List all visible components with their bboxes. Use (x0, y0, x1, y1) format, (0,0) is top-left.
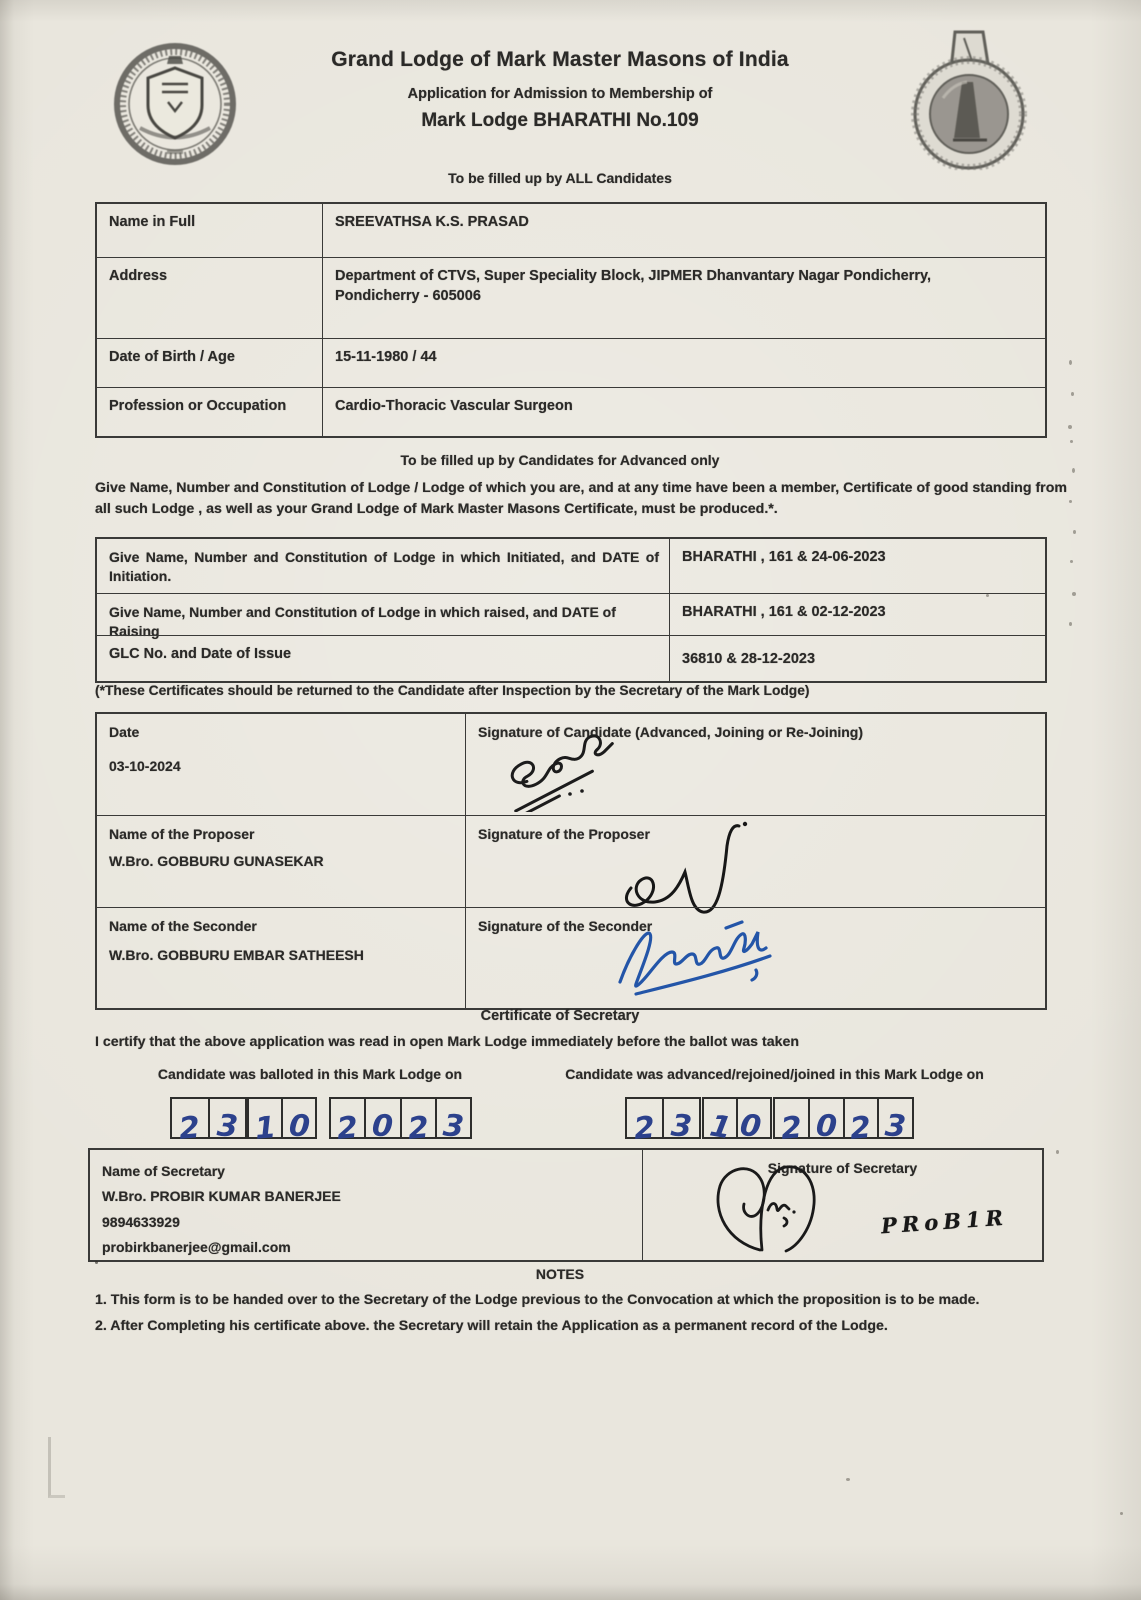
note-1: 1. This form is to be handed over to the Secretary of the Lodge previous to the Convocation at which the proposition is to be made. (95, 1292, 980, 1308)
secretary-phone: 9894633929 (102, 1214, 180, 1230)
handwritten-digit: 3 (669, 1108, 694, 1145)
date-box (208, 1099, 246, 1145)
handwritten-digit: 2 (779, 1110, 804, 1147)
scan-speck (1069, 500, 1072, 503)
seconder-signature-ink (606, 894, 801, 1004)
field-value-raised: BHARATHI , 161 & 02-12-2023 (669, 593, 1045, 635)
field-value-dob: 15-11-1980 / 44 (322, 338, 1045, 387)
advanced-details-table (95, 537, 1047, 683)
proposer-label: Name of the Proposer (109, 826, 255, 842)
scan-speck (846, 1478, 850, 1481)
seconder-label: Name of the Seconder (109, 918, 257, 934)
advanced-year-boxes (773, 1097, 914, 1147)
field-value-address: Department of CTVS, Super Speciality Block, JIPMER Dhanvantary Nagar Pondicherry, Pondicherry - 605006 (322, 257, 1045, 338)
seconder-cell (97, 907, 465, 1008)
handwritten-digit: 3 (215, 1108, 239, 1145)
candidate-signature-label: Signature of Candidate (Advanced, Joining or Re-Joining) (478, 724, 864, 740)
scan-speck (1056, 1150, 1059, 1154)
handwritten-digit: 0 (814, 1108, 838, 1145)
candidate-details-table (95, 202, 1047, 438)
balloted-date-label: Candidate was balloted in this Mark Lodge on (157, 1066, 463, 1082)
advanced-intro-paragraph: Give Name, Number and Constitution of Lodge / Lodge of which you are, and at any time have been a member, Certificate of good standing from all such Lodge , as well as your Grand Lodge of Mark Master Masons Certificate, must be produced.*. (95, 480, 1067, 518)
certify-line: I certify that the above application was read in open Mark Lodge immediately before the ballot was taken (95, 1034, 800, 1050)
handwritten-digit: 0 (371, 1108, 395, 1145)
date-box (364, 1099, 399, 1145)
date-value: 03-10-2024 (109, 758, 181, 774)
date-box (662, 1099, 699, 1145)
field-value-name: SREEVATHSA K.S. PRASAD (322, 204, 1045, 257)
section-certificate-of-secretary: Certificate of Secretary (480, 1008, 640, 1024)
proposer-name: W.Bro. GOBBURU GUNASEKAR (109, 853, 324, 869)
field-label-profession: Profession or Occupation (97, 387, 322, 436)
date-box (808, 1099, 843, 1145)
advanced-date-label: Candidate was advanced/rejoined/joined in this Mark Lodge on (565, 1066, 984, 1082)
field-label-initiated: Give Name, Number and Constitution of Lodge in which Initiated, and DATE of Initiation. (109, 549, 659, 584)
field-label-name: Name in Full (109, 214, 196, 230)
date-box (281, 1099, 315, 1145)
candidate-signature-cell (465, 714, 1045, 815)
handwritten-digit: 2 (406, 1110, 431, 1147)
proposer-cell (97, 815, 465, 907)
scan-speck (1072, 592, 1076, 596)
lodge-title: Mark Lodge BHARATHI No.109 (421, 110, 699, 131)
scan-crease-mark (48, 1437, 65, 1498)
handwritten-digit: 2 (177, 1110, 202, 1147)
date-box (172, 1099, 208, 1147)
secretary-details-cell (90, 1150, 642, 1260)
date-box (627, 1099, 662, 1147)
seconder-signature-label: Signature of the Seconder (478, 918, 653, 934)
handwritten-digit: 1 (706, 1108, 734, 1147)
date-cell (97, 714, 465, 815)
handwritten-digit: 1 (253, 1110, 277, 1147)
advanced-month-boxes (702, 1097, 772, 1147)
scan-speck (986, 594, 989, 597)
scan-speck (1070, 440, 1073, 443)
scan-speck (1068, 425, 1072, 429)
candidate-signature-ink (496, 730, 666, 812)
handwritten-digit: 2 (335, 1110, 360, 1147)
date-box (775, 1099, 808, 1147)
form-subtitle: Application for Admission to Membership of (407, 86, 713, 102)
seconder-name: W.Bro. GOBBURU EMBAR SATHEESH (109, 947, 364, 963)
proposer-signature-label: Signature of the Proposer (478, 826, 650, 842)
advanced-day-boxes (625, 1097, 701, 1147)
date-box (736, 1099, 770, 1146)
certificates-return-note: (*These Certificates should be returned to the Candidate after Inspection by the Secretary of the Mark Lodge) (95, 683, 810, 698)
secretary-email: probirkbanerjee@gmail.com (102, 1239, 291, 1255)
section-advanced-only: To be filled up by Candidates for Advanced only (400, 452, 720, 468)
field-label-glc: GLC No. and Date of Issue (97, 635, 669, 681)
scan-speck (1070, 560, 1073, 563)
field-label-raised: Give Name, Number and Constitution of Lodge in which raised, and DATE of Raising (97, 593, 669, 635)
balloted-year-boxes (329, 1097, 472, 1147)
section-all-candidates: To be filled up by ALL Candidates (448, 170, 672, 186)
handwritten-digit: 3 (441, 1108, 466, 1145)
secretary-handwritten-name: PRoB1R (880, 1204, 1009, 1239)
secretary-name: W.Bro. PROBIR KUMAR BANERJEE (102, 1188, 341, 1204)
scan-speck (1071, 392, 1074, 396)
date-box (331, 1099, 364, 1147)
note-2: 2. After Completing his certificate above. the Secretary will retain the Application as a permanent record of the Lodge. (95, 1318, 888, 1334)
proposer-signature-cell (465, 815, 1045, 907)
notes-title: NOTES (535, 1266, 585, 1282)
scan-speck (1072, 468, 1075, 473)
handwritten-digit: 0 (287, 1108, 311, 1145)
handwritten-digit: 0 (737, 1107, 763, 1146)
secretary-table (88, 1148, 1044, 1262)
date-box (249, 1099, 281, 1147)
balloted-month-boxes (247, 1097, 317, 1147)
field-label-dob: Date of Birth / Age (97, 338, 322, 387)
date-box (435, 1099, 470, 1145)
date-box (877, 1099, 912, 1145)
secretary-signature-cell (642, 1150, 1042, 1260)
scan-speck (1073, 530, 1076, 534)
seconder-signature-cell (465, 907, 1045, 1008)
balloted-day-boxes (170, 1097, 247, 1147)
secretary-name-label: Name of Secretary (102, 1163, 225, 1179)
org-title: Grand Lodge of Mark Master Masons of India (331, 48, 789, 71)
keystone-lodge-seal-icon (903, 28, 1035, 175)
field-value-glc: 36810 & 28-12-2023 (669, 635, 1045, 681)
date-label: Date (109, 724, 140, 740)
field-value-profession: Cardio-Thoracic Vascular Surgeon (322, 387, 1045, 436)
scan-speck (1069, 622, 1072, 626)
handwritten-digit: 3 (884, 1108, 908, 1145)
secretary-signature-label: Signature of Secretary (767, 1160, 918, 1176)
scan-speck (1120, 1512, 1123, 1515)
date-box (400, 1099, 435, 1147)
field-label-address: Address (97, 257, 322, 338)
scan-speck (95, 1261, 98, 1264)
date-box (704, 1099, 736, 1147)
signatures-table (95, 712, 1047, 1010)
handwritten-digit: 2 (848, 1110, 873, 1147)
handwritten-digit: 2 (632, 1110, 657, 1147)
field-value-initiated: BHARATHI , 161 & 24-06-2023 (669, 539, 1045, 593)
date-box (843, 1099, 878, 1147)
scan-speck (1069, 360, 1072, 365)
